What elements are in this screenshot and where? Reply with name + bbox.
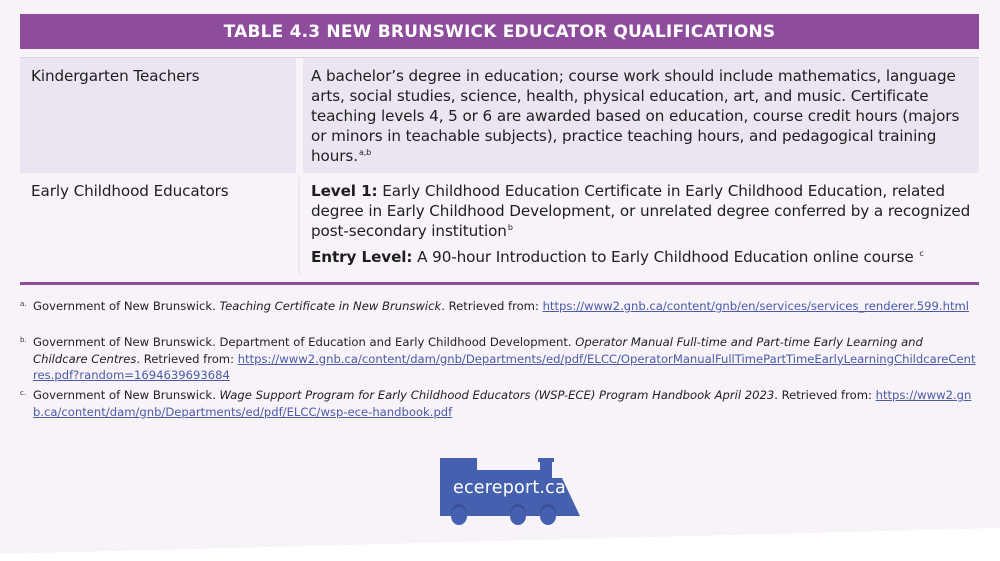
footnote-marker: b. (20, 336, 27, 344)
footnote-link[interactable]: https://www2.gnb.ca/content/gnb/en/services/services_renderer.599.html (542, 299, 970, 313)
row-ece-role-cell (20, 177, 296, 274)
footnote-source-title: Teaching Certificate in New Brunswick (219, 299, 442, 313)
footnote-marker: a. (20, 300, 27, 308)
footnote-source-title: Operator Manual Full-time and Part-time Early Learning and Childcare Centres (33, 335, 923, 366)
footnote-marker: c. (20, 389, 27, 397)
footnote-link[interactable]: https://www2.gnb.ca/content/dam/gnb/Departments/ed/pdf/ELCC/wsp-ece-handbook.pdf (33, 388, 972, 419)
footnote-suffix: . Retrieved from: (441, 299, 543, 313)
ecereport-logo (440, 458, 582, 526)
footnote-prefix: Government of New Brunswick. Department of Education and Early Childhood Development. (33, 335, 576, 349)
table-bottom-rule (20, 282, 979, 285)
level-label: Level 1: (311, 182, 378, 200)
footnote-ref: b (507, 223, 513, 232)
entry-level-paragraph (311, 247, 971, 267)
footnote-c (20, 387, 980, 420)
row-ece-qualification-cell (303, 177, 979, 274)
footnote-b (20, 334, 980, 384)
footnote-a (20, 298, 980, 315)
footnote-suffix: . Retrieved from: (136, 351, 238, 366)
table-title-text: TABLE 4.3 NEW BRUNSWICK EDUCATOR QUALIFICATIONS (223, 21, 776, 42)
row-kindergarten-qualification-cell (303, 58, 979, 173)
footnote-prefix: Government of New Brunswick. (33, 299, 220, 313)
decorative-bottom-wedge (0, 520, 1000, 561)
qualification-text: A bachelor’s degree in education; course work should include mathematics, language arts, social studies, science, health, physical education, art, and music. Certificate teaching levels 4, 5 or 6 are awarded based on education, course credit hours (majors or minors in teachable subjects), practice teaching hours, and pedagogical training hours. (311, 67, 960, 165)
footnote-source-title: Wage Support Program for Early Childhood Educators (WSP-ECE) Program Handbook April 2023 (219, 388, 775, 402)
row-kindergarten-role-cell (20, 58, 296, 173)
footnote-suffix: . Retrieved from: (774, 388, 876, 402)
footnote-ref: c (919, 249, 924, 258)
footnote-ref: a,b (358, 148, 372, 157)
role-label: Early Childhood Educators (31, 182, 229, 200)
level-label: Entry Level: (311, 248, 413, 266)
level-text: A 90-hour Introduction to Early Childhood Education online course (412, 248, 914, 266)
logo-text: ecereport.ca (453, 478, 566, 498)
footnote-link[interactable]: https://www2.gnb.ca/content/dam/gnb/Departments/ed/pdf/ELCC/OperatorManualFullTimePartTimeEarlyLearningChildcareCentres.pdf?random=1694639693684 (33, 351, 976, 382)
table-title (20, 14, 979, 49)
column-divider (298, 177, 300, 274)
role-label: Kindergarten Teachers (31, 67, 200, 85)
level-text: Early Childhood Education Certificate in Early Childhood Education, related degree in Early Childhood Development, or unrelated degree conferred by a recognized post-secondary institution (311, 182, 971, 240)
footnote-prefix: Government of New Brunswick. (33, 388, 220, 402)
level-1-paragraph (311, 181, 971, 241)
